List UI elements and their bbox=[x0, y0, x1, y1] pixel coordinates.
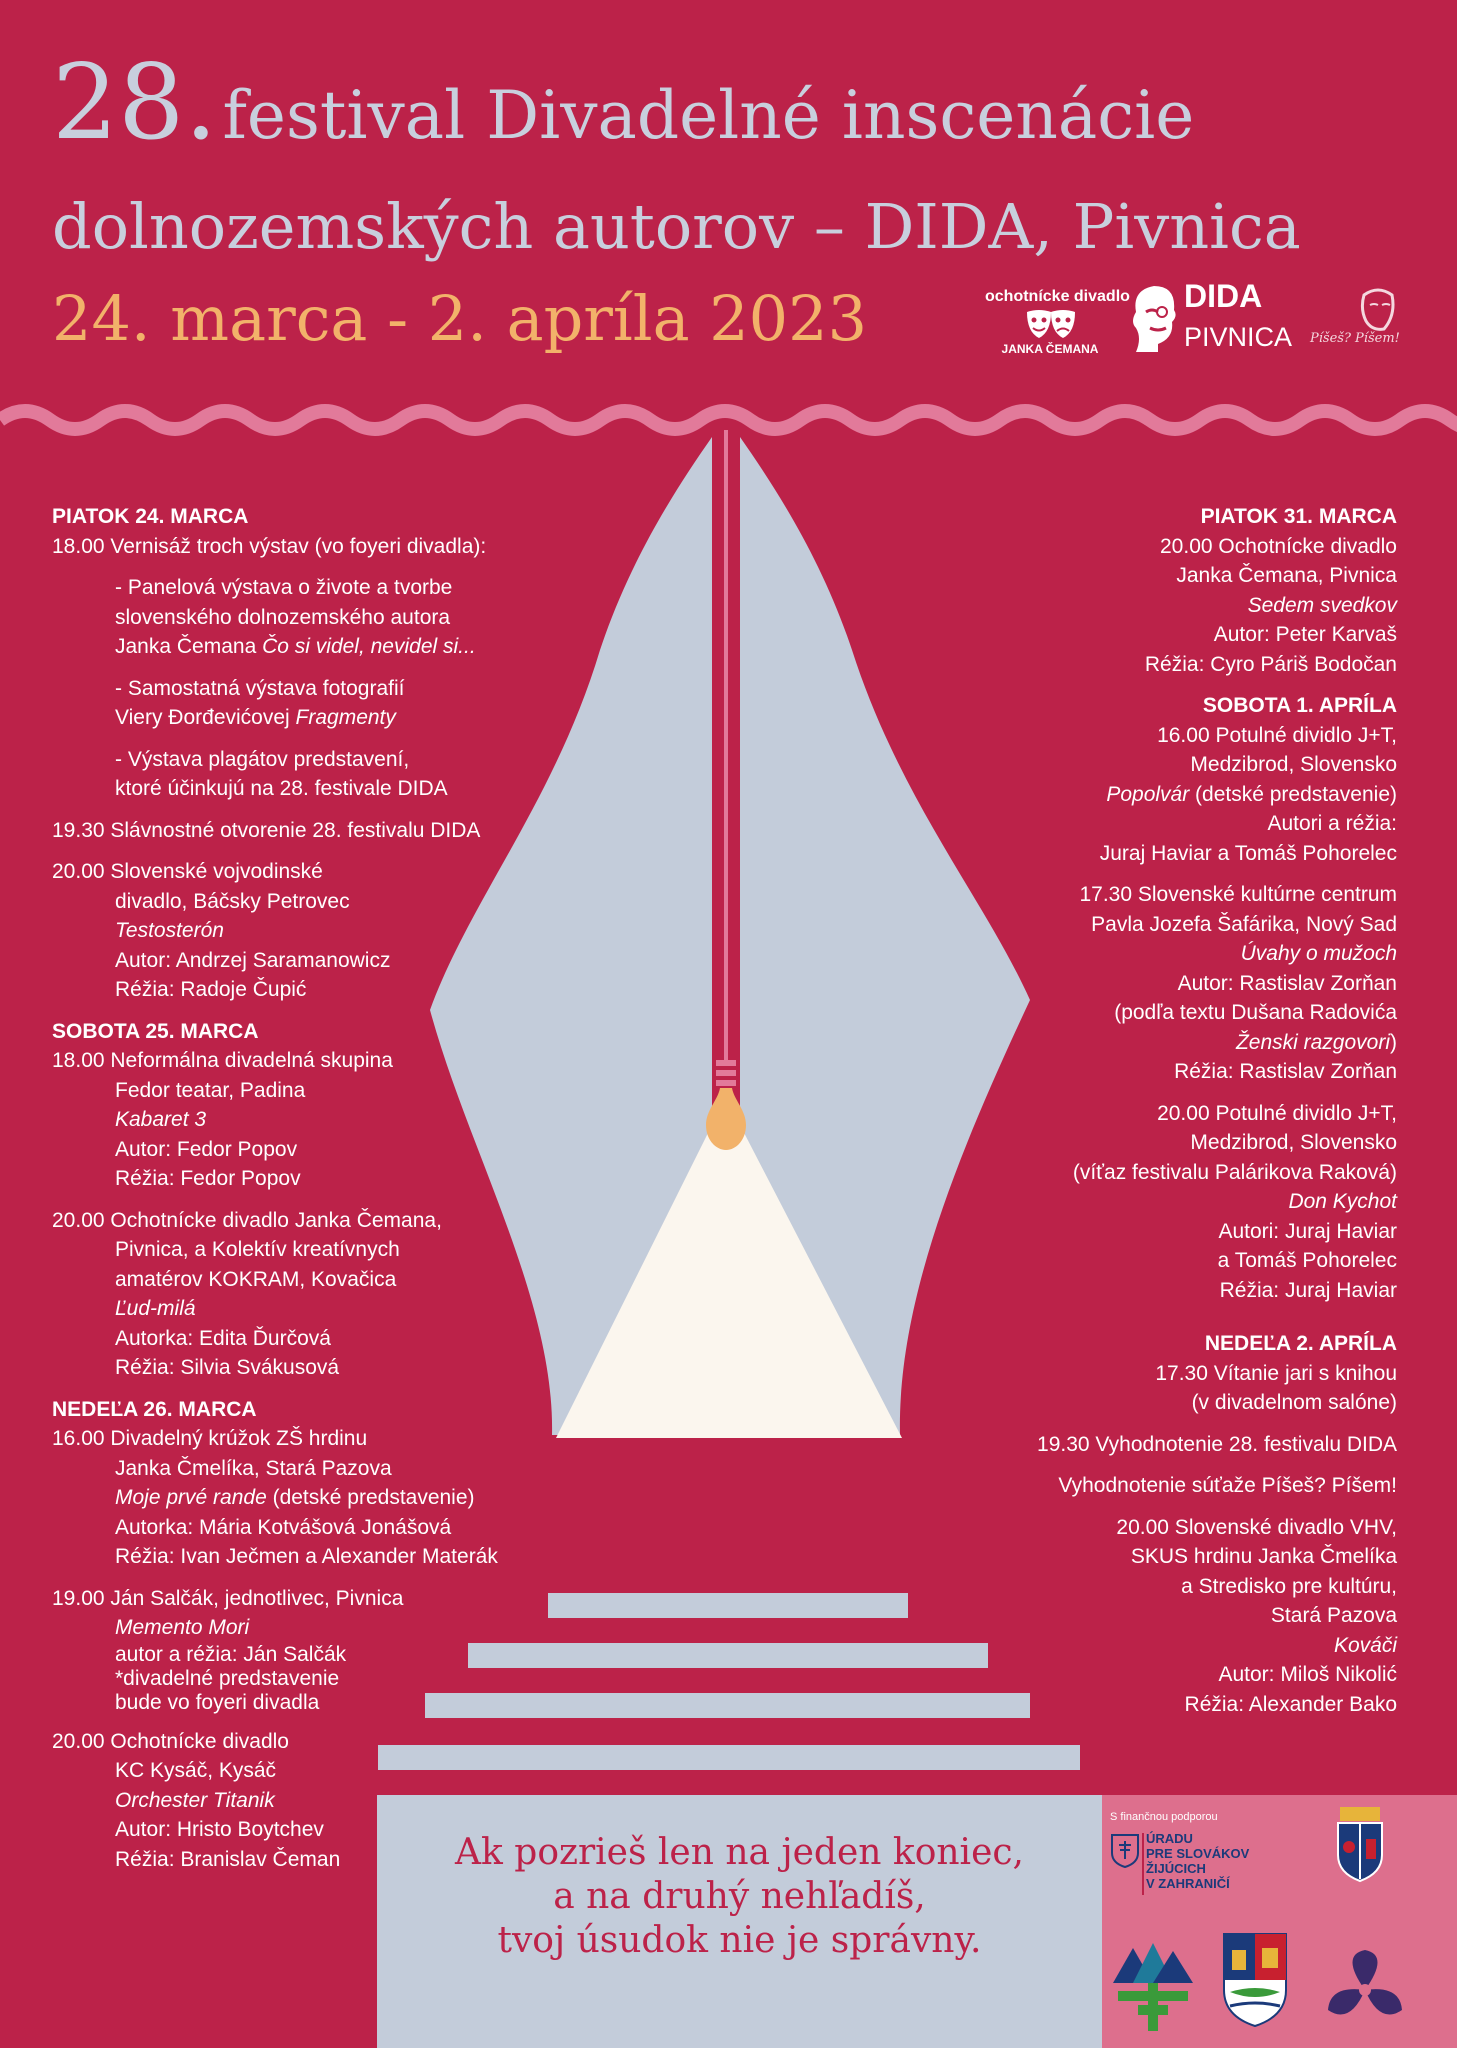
schedule-line: KC Kysáč, Kysáč bbox=[115, 1759, 277, 1782]
schedule-item: 19.00 Ján Salčák, jednotlivec, Pivnica bbox=[52, 1586, 404, 1610]
schedule-item: 16.00 Divadelný krúžok ZŠ hrdinu bbox=[52, 1427, 368, 1450]
schedule-line bbox=[52, 703, 572, 733]
wave-decoration bbox=[0, 411, 1457, 429]
play-author: Autor: Rastislav Zorňan bbox=[1177, 971, 1397, 995]
play-note: (detské predstavenie) bbox=[266, 1486, 475, 1509]
bulb-socket-2 bbox=[716, 1070, 736, 1076]
day-heading: NEDEĽA 26. MARCA bbox=[52, 1397, 257, 1421]
sponsor-label: S finančnou podporou bbox=[1110, 1811, 1218, 1823]
bulb-socket-3 bbox=[716, 1080, 736, 1086]
municipal-coat-of-arms-icon bbox=[1332, 1807, 1388, 1887]
play-director: Réžia: Rastislav Zorňan bbox=[1174, 1060, 1397, 1083]
schedule-item: 17.30 Vítanie jari s knihou bbox=[1155, 1361, 1397, 1385]
schedule-line: Medzibrod, Slovensko bbox=[1190, 1131, 1397, 1154]
schedule-line: - Samostatná výstava fotografií bbox=[115, 676, 405, 700]
festival-title-line1 bbox=[52, 41, 1195, 163]
urad-line: ŽIJÚCICH bbox=[1146, 1861, 1206, 1876]
schedule-item: Vyhodnotenie súťaže Píšeš? Píšem! bbox=[1058, 1474, 1397, 1497]
festival-title-line2: dolnozemských autorov – DIDA, Pivnica bbox=[52, 190, 1301, 263]
author-portrait-icon bbox=[1128, 282, 1182, 354]
slovak-coat-of-arms-icon bbox=[1110, 1833, 1140, 1869]
exhibition-title: Čo si videl, nevidel si... bbox=[262, 635, 476, 658]
schedule-line: Juraj Haviar a Tomáš Pohorelec bbox=[1099, 841, 1397, 865]
quote-line: Ak pozrieš len na jeden koniec, bbox=[455, 1832, 1024, 1873]
schedule-line: a Stredisko pre kultúru, bbox=[1181, 1574, 1397, 1598]
play-title: Popolvár bbox=[1106, 782, 1190, 806]
schedule-line: Pivnica, a Kolektív kreatívnych bbox=[115, 1238, 400, 1261]
quote-line: tvoj úsudok nie je správny. bbox=[497, 1920, 982, 1961]
festival-number: 28. bbox=[52, 41, 218, 163]
festival-dates: 24. marca - 2. apríla 2023 bbox=[52, 282, 868, 355]
schedule-left-column bbox=[52, 502, 572, 1874]
schedule-line bbox=[52, 1483, 572, 1513]
schedule-note: bude vo foyeri divadla bbox=[115, 1690, 320, 1714]
schedule-text: Viery Đorđevićovej bbox=[115, 706, 296, 729]
quote-box bbox=[377, 1795, 1102, 2048]
theatre-masks-icon bbox=[1023, 308, 1079, 340]
play-title: Don Kychot bbox=[1288, 1190, 1397, 1213]
play-title: Sedem svedkov bbox=[1247, 593, 1397, 617]
dida-logo-line2: PIVNICA bbox=[1184, 322, 1293, 352]
schedule-note: *divadelné predstavenie bbox=[115, 1666, 340, 1690]
vojvodina-coat-of-arms-icon bbox=[1220, 1930, 1290, 2030]
play-title: Kováči bbox=[1333, 1633, 1397, 1657]
urad-separator bbox=[1142, 1833, 1144, 1895]
play-director: Réžia: Branislav Čeman bbox=[115, 1847, 341, 1871]
schedule-line: SKUS hrdinu Janka Čmelíka bbox=[1130, 1545, 1397, 1568]
play-author: Autor: Fedor Popov bbox=[115, 1137, 298, 1161]
play-title: Úvahy o mužoch bbox=[1240, 942, 1397, 965]
schedule-line: amatérov KOKRAM, Kovačica bbox=[115, 1267, 397, 1291]
play-director: Réžia: Fedor Popov bbox=[115, 1167, 301, 1190]
schedule-line: Janka Čmelíka, Stará Pazova bbox=[115, 1456, 392, 1480]
source-title: Ženski razgovori bbox=[1235, 1030, 1390, 1054]
urad-logo-text bbox=[1146, 1831, 1249, 1891]
schedule-text: ) bbox=[1390, 1030, 1397, 1054]
schedule-line: Autori a réžia: bbox=[1267, 812, 1397, 835]
schedule-line: ktoré účinkujú na 28. festivale DIDA bbox=[115, 777, 448, 800]
play-title: Testosterón bbox=[115, 919, 224, 942]
schedule-item: 20.00 Ochotnícke divadlo Janka Čemana, bbox=[52, 1208, 442, 1232]
bulb-cord bbox=[724, 430, 728, 1060]
exhibition-title: Fragmenty bbox=[295, 706, 396, 729]
play-title: Moje prvé rande bbox=[115, 1486, 267, 1509]
day-heading: PIATOK 31. MARCA bbox=[1200, 505, 1397, 528]
day-heading: NEDEĽA 2. APRÍLA bbox=[1204, 1332, 1397, 1355]
schedule-right-column bbox=[837, 502, 1397, 1719]
urad-line: PRE SLOVÁKOV bbox=[1146, 1846, 1250, 1861]
play-author: autor a réžia: Ján Salčák bbox=[115, 1642, 347, 1666]
ochotnicke-divadlo-logo bbox=[985, 288, 1130, 360]
schedule-item: 20.00 Ochotnícke divadlo bbox=[52, 1729, 289, 1753]
schedule-item: 20.00 Potulné dividlo J+T, bbox=[1157, 1101, 1397, 1125]
writer-face-icon bbox=[1354, 285, 1400, 335]
play-title: Memento Mori bbox=[115, 1616, 250, 1639]
play-director: Réžia: Radoje Čupić bbox=[115, 978, 307, 1001]
play-author: Autorka: Mária Kotvášová Jonášová bbox=[115, 1515, 452, 1539]
schedule-text: Janka Čemana bbox=[115, 635, 263, 658]
day-heading: SOBOTA 1. APRÍLA bbox=[1202, 694, 1397, 717]
schedule-item: 19.30 Slávnostné otvorenie 28. festivalu DIDA bbox=[52, 818, 481, 842]
play-author: Autor: Miloš Nikolić bbox=[1218, 1663, 1397, 1686]
mountains-logo-icon bbox=[1108, 1933, 1198, 2033]
schedule-line bbox=[52, 632, 572, 662]
play-author: Autorka: Edita Ďurčová bbox=[115, 1326, 331, 1350]
play-title: Ľud-milá bbox=[115, 1297, 196, 1320]
pises-pisem-logo bbox=[1310, 285, 1410, 365]
schedule-line: Janka Čemana, Pivnica bbox=[1176, 564, 1397, 587]
schedule-line: - Panelová výstava o živote a tvorbe bbox=[115, 576, 453, 599]
schedule-item: 20.00 Slovenské vojvodinské bbox=[52, 860, 323, 883]
schedule-line: (v divadelnom salóne) bbox=[1191, 1391, 1397, 1414]
play-author: Autor: Peter Karvaš bbox=[1213, 623, 1397, 646]
schedule-line: Pavla Jozefa Šafárika, Nový Sad bbox=[1091, 912, 1397, 936]
festival-title-rest: festival Divadelné inscenácie bbox=[222, 77, 1195, 154]
quote-line: a na druhý nehľadíš, bbox=[553, 1876, 926, 1917]
schedule-line: Stará Pazova bbox=[1270, 1604, 1397, 1627]
day-heading: SOBOTA 25. MARCA bbox=[52, 1019, 259, 1043]
day-heading: PIATOK 24. MARCA bbox=[52, 505, 249, 528]
schedule-line: (podľa textu Dušana Radovića bbox=[1114, 1001, 1397, 1024]
play-director: Réžia: Juraj Haviar bbox=[1219, 1278, 1397, 1302]
schedule-item: 17.30 Slovenské kultúrne centrum bbox=[1079, 883, 1397, 906]
ochot-logo-line2: JANKA ČEMANA bbox=[1001, 342, 1099, 356]
schedule-item: 18.00 Neformálna divadelná skupina bbox=[52, 1049, 393, 1072]
schedule-line: slovenského dolnozemského autora bbox=[115, 605, 451, 629]
sponsor-box bbox=[1102, 1795, 1457, 2048]
schedule-item: 18.00 Vernisáž troch výstav (vo foyeri divadla): bbox=[52, 534, 487, 558]
urad-line: V ZAHRANIČÍ bbox=[1146, 1876, 1230, 1891]
play-title: Kabaret 3 bbox=[115, 1108, 207, 1131]
ochot-logo-line1: ochotnícke divadlo bbox=[985, 288, 1130, 305]
schedule-item: 16.00 Potulné dividlo J+T, bbox=[1157, 723, 1397, 747]
urad-line: ÚRADU bbox=[1146, 1831, 1193, 1846]
play-director: Réžia: Ivan Ječmen a Alexander Materák bbox=[115, 1545, 498, 1568]
schedule-line bbox=[837, 780, 1397, 810]
play-director: Réžia: Alexander Bako bbox=[1184, 1692, 1397, 1716]
schedule-line: Medzibrod, Slovensko bbox=[1190, 753, 1397, 776]
play-author: Autori: Juraj Haviar bbox=[1218, 1219, 1397, 1243]
schedule-line: - Výstava plagátov predstavení, bbox=[115, 747, 410, 771]
play-author: Autor: Hristo Boytchev bbox=[115, 1818, 324, 1841]
play-author: a Tomáš Pohorelec bbox=[1217, 1249, 1397, 1272]
schedule-item: 20.00 Ochotnícke divadlo bbox=[1160, 534, 1397, 558]
schedule-line: Fedor teatar, Padina bbox=[115, 1078, 306, 1102]
schedule-line bbox=[837, 1028, 1397, 1058]
pises-logo-text: Píšeš? Píšem! bbox=[1310, 331, 1400, 346]
schedule-line: divadlo, Báčsky Petrovec bbox=[115, 889, 350, 913]
play-title: Orchester Titanik bbox=[115, 1788, 275, 1812]
play-author: Autor: Andrzej Saramanowicz bbox=[115, 948, 391, 972]
bulb-socket-1 bbox=[716, 1060, 736, 1066]
dida-pivnica-logo bbox=[1128, 278, 1298, 360]
play-note: (detské predstavenie) bbox=[1189, 782, 1397, 806]
quote bbox=[377, 1831, 1102, 1963]
schedule-item: 19.30 Vyhodnotenie 28. festivalu DIDA bbox=[1037, 1432, 1397, 1456]
schedule-item: 20.00 Slovenské divadlo VHV, bbox=[1116, 1515, 1397, 1539]
play-director: Réžia: Cyro Páriš Bodočan bbox=[1144, 652, 1397, 676]
play-director: Réžia: Silvia Svákusová bbox=[115, 1356, 340, 1379]
dida-logo-line1: DIDA bbox=[1184, 278, 1263, 314]
flower-logo-icon bbox=[1320, 1945, 1410, 2035]
schedule-line: (víťaz festivalu Palárikova Raková) bbox=[1072, 1160, 1397, 1184]
